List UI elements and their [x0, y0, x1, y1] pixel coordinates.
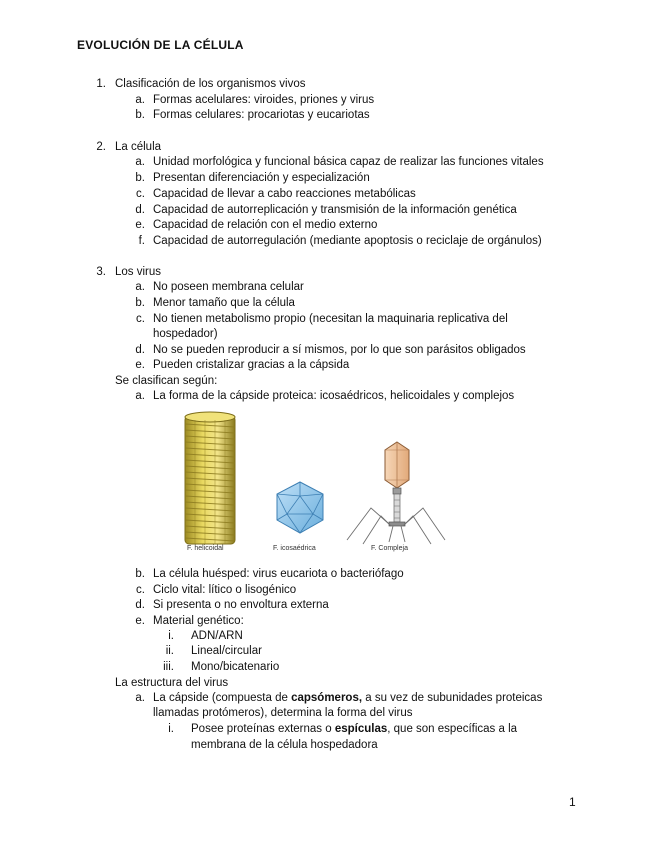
list-item: Unidad morfológica y funcional básica capaz de realizar las funciones vitales: [153, 156, 544, 168]
section-2-heading: La célula: [115, 141, 162, 153]
list-item: Capacidad de autorregulación (mediante apoptosis o reciclaje de orgánulos): [153, 235, 542, 247]
capside-text: La cápside (compuesta de: [153, 692, 292, 704]
list-marker: a.: [135, 390, 145, 402]
list-item-continuation: hospedador): [153, 328, 218, 340]
list-marker: b.: [135, 297, 145, 309]
sublist-marker: i.: [168, 630, 174, 642]
list-item: No tienen metabolismo propio (necesitan la maquinaria replicativa del: [153, 313, 508, 325]
virus-shapes-figure: [175, 410, 535, 558]
section-2-number: 2.: [96, 141, 106, 153]
list-marker: e.: [135, 615, 145, 627]
caption-icosahedral: F. icosaédrica: [273, 545, 316, 552]
list-marker: a.: [135, 692, 145, 704]
list-item: Presentan diferenciación y especialización: [153, 172, 370, 184]
list-marker: d.: [135, 344, 145, 356]
list-item: Formas acelulares: viroides, priones y virus: [153, 94, 375, 106]
sublist-marker: iii.: [163, 661, 174, 673]
list-item: Pueden cristalizar gracias a la cápsida: [153, 359, 350, 371]
sublist-item: [191, 722, 517, 736]
list-item: Ciclo vital: lítico o lisogénico: [153, 584, 297, 596]
list-item: Formas celulares: procariotas y eucariotas: [153, 109, 370, 121]
page-number: 1: [569, 795, 576, 809]
helical-virus-icon: [185, 412, 235, 544]
list-item: Si presenta o no envoltura externa: [153, 599, 329, 611]
list-marker: a.: [135, 94, 145, 106]
list-marker: a.: [135, 281, 145, 293]
classify-heading: Se clasifican según:: [115, 375, 218, 387]
list-marker: b.: [135, 172, 145, 184]
list-item: Capacidad de autorreplicación y transmisión de la información genética: [153, 204, 517, 216]
list-marker: c.: [136, 313, 145, 325]
list-item: [153, 691, 542, 705]
list-marker: c.: [136, 188, 145, 200]
icosahedral-virus-icon: [277, 482, 323, 533]
section-1-number: 1.: [96, 78, 106, 90]
document-title: EVOLUCIÓN DE LA CÉLULA: [77, 38, 244, 52]
list-item: La célula huésped: virus eucariota o bacteriófago: [153, 568, 404, 580]
caption-complex: F. Compleja: [371, 545, 408, 552]
list-marker: c.: [136, 584, 145, 596]
espiculas-term: espículas: [334, 723, 388, 735]
complex-virus-icon: [347, 442, 445, 544]
section-3-number: 3.: [96, 266, 106, 278]
list-item: Menor tamaño que la célula: [153, 297, 295, 309]
list-marker: b.: [135, 568, 145, 580]
sublist-item: ADN/ARN: [191, 630, 243, 642]
list-item: Capacidad de relación con el medio externo: [153, 219, 378, 231]
list-item: Capacidad de llevar a cabo reacciones metabólicas: [153, 188, 416, 200]
section-3-heading: Los virus: [115, 266, 162, 278]
caption-helical: F. helicoidal: [187, 545, 224, 552]
capside-text-tail: a su vez de subunidades proteicas: [362, 692, 543, 704]
sublist-marker: i.: [168, 723, 174, 735]
structure-heading: La estructura del virus: [115, 677, 229, 689]
sublist-item: Mono/bicatenario: [191, 661, 280, 673]
espiculas-text-tail: , que son específicas a la: [387, 723, 518, 735]
list-item: Material genético:: [153, 615, 244, 627]
list-marker: a.: [135, 156, 145, 168]
section-1-heading: Clasificación de los organismos vivos: [115, 78, 306, 90]
list-item: La forma de la cápside proteica: icosaédricos, helicoidales y complejos: [153, 390, 515, 402]
sublist-item-continuation: membrana de la célula hospedadora: [191, 739, 378, 751]
list-item: No poseen membrana celular: [153, 281, 304, 293]
espiculas-text: Posee proteínas externas o: [191, 723, 335, 735]
list-item: No se pueden reproducir a sí mismos, por lo que son parásitos obligados: [153, 344, 526, 356]
capsomeros-term: capsómeros,: [291, 692, 363, 704]
virus-shapes-illustration: [175, 410, 535, 558]
sublist-item: Lineal/circular: [191, 645, 262, 657]
list-marker: e.: [135, 359, 145, 371]
list-marker: d.: [135, 204, 145, 216]
list-marker: f.: [138, 235, 145, 247]
sublist-marker: ii.: [165, 645, 174, 657]
list-marker: e.: [135, 219, 145, 231]
list-marker: d.: [135, 599, 145, 611]
list-marker: b.: [135, 109, 145, 121]
list-item-continuation: llamadas protómeros), determina la forma del virus: [153, 707, 413, 719]
